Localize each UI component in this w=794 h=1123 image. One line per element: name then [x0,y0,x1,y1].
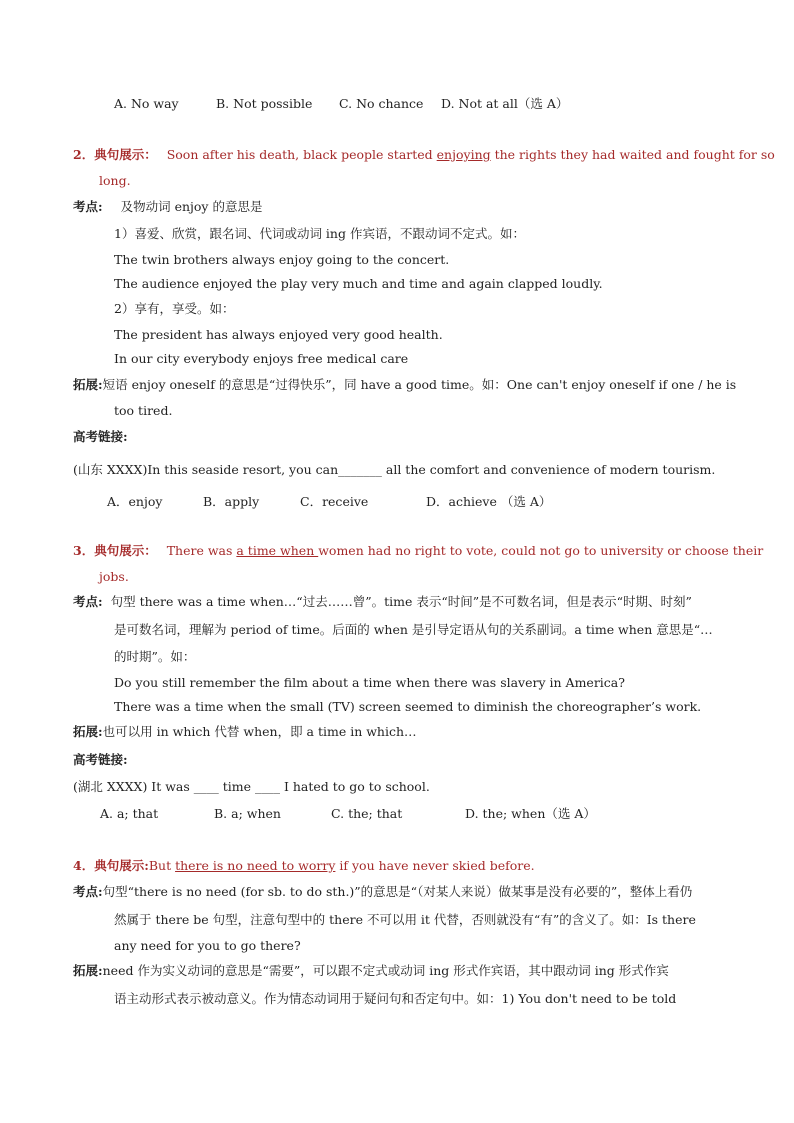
sentence-text: Soon after his death, black people started [166,147,437,162]
text-line: 2）享有，享受。如： [114,301,235,316]
exam-link-label: 高考链接: [73,429,128,444]
option-b: B. Not possible [216,96,313,111]
key-point-4 [73,883,692,901]
extension-text: need 作为实义动词的意思是“需要”，可以跟不定式或动词 ing 形式作宾语，其中跟动词 ing 形式作宾 [102,963,669,978]
text-line: 是可数名词，理解为 period of time。后面的 when 是引导定语从句的关系副词。a time when 意思是“… [114,622,713,637]
key-point-text: 句型“there is no need (for sb. to do sth.)”的意思是“（对某人来说）做某事是没有必要的”，整体上看仍 [102,884,693,899]
sentence-key-phrase: enjoying [436,147,491,162]
option-c: C. the; that [331,806,403,821]
sentence-key-phrase: there is no need to worry [175,858,336,873]
extension-label: 拓展: [73,724,103,739]
extension-text: 也可以用 in which 代替 when，即 a time in which… [102,724,417,739]
extension-2 [73,376,736,394]
exam-question: (湖北 XXXX) It was ____ time ____ I hated to go to school. [73,779,430,794]
text-line: 的时期”。如： [114,649,196,664]
sentence-text-rest: women had no right to vote, could not go to university or choose their [318,543,764,558]
sentence-key-phrase: a time when [236,543,319,558]
sentence-text: But [148,858,176,873]
sentence-text-rest: the rights they had waited and fought for so [490,147,775,162]
example-sentence-2 [73,146,775,164]
key-point-text: 句型 there was a time when…“过去……曾”。time 表示“时间”是不可数名词，但是表示“时期、时刻” [110,594,692,609]
example-line: In our city everybody enjoys free medical care [114,351,409,366]
key-point-label: 考点: [73,594,103,609]
extension-continuation: too tired. [114,403,173,418]
example-line: The twin brothers always enjoy going to the concert. [114,252,450,267]
option-b: B．apply [203,494,260,509]
example-label: 典句展示： [94,147,157,162]
extension-3 [73,723,417,741]
text-line: any need for you to go there? [114,938,301,953]
option-d: D. the; when（选 A） [465,806,596,821]
extension-label: 拓展: [73,963,103,978]
exam-link-label: 高考链接: [73,752,128,767]
example-sentence-3 [73,542,763,560]
item-number: 3． [73,543,95,558]
key-point-label: 考点: [73,199,103,214]
extension-4 [73,962,669,980]
example-label: 典句展示： [94,543,157,558]
example-line: There was a time when the small (TV) screen seemed to diminish the choreographer’s work. [114,699,702,714]
option-d: D. Not at all（选 A） [441,96,569,111]
text-line: 然属于 there be 句型，注意句型中的 there 不可以用 it 代替，否则就没有“有”的含义了。如：Is there [114,912,696,927]
example-label: 典句展示: [94,858,149,873]
example-line: The audience enjoyed the play very much and time and again clapped loudly. [114,276,603,291]
extension-label: 拓展: [73,377,103,392]
key-point-text: 及物动词 enjoy 的意思是 [120,199,263,214]
example-sentence-4 [73,857,535,875]
option-c: C. No chance [339,96,424,111]
extension-text: 短语 enjoy oneself 的意思是“过得快乐”，同 have a good time。如：One can't enjoy oneself if one / he is [102,377,737,392]
item-number: 2． [73,147,95,162]
item-number: 4． [73,858,95,873]
option-a: A．enjoy [107,494,163,509]
option-a: A. a; that [100,806,159,821]
extension-continuation: 语主动形式表示被动意义。作为情态动词用于疑问句和否定句中。如：1) You don't need to be told [114,991,677,1006]
sentence-text: There was [166,543,237,558]
option-b: B. a; when [214,806,281,821]
exam-question: (山东 XXXX)In this seaside resort, you can_______ all the comfort and convenience of modern tourism. [73,462,716,477]
text-line: 1）喜爱、欣赏，跟名词、代词或动词 ing 作宾语，不跟动词不定式。如： [114,226,525,241]
sentence-continuation: jobs. [99,569,129,584]
key-point-2 [73,198,262,216]
key-point-3 [73,593,692,611]
option-c: C．receive [300,494,369,509]
key-point-label: 考点: [73,884,103,899]
option-d: D．achieve （选 A） [426,494,552,509]
example-line: The president has always enjoyed very good health. [114,327,443,342]
sentence-text-rest: if you have never skied before. [335,858,535,873]
example-line: Do you still remember the film about a time when there was slavery in America? [114,675,625,690]
option-a: A. No way [114,96,179,111]
sentence-continuation: long. [99,173,131,188]
